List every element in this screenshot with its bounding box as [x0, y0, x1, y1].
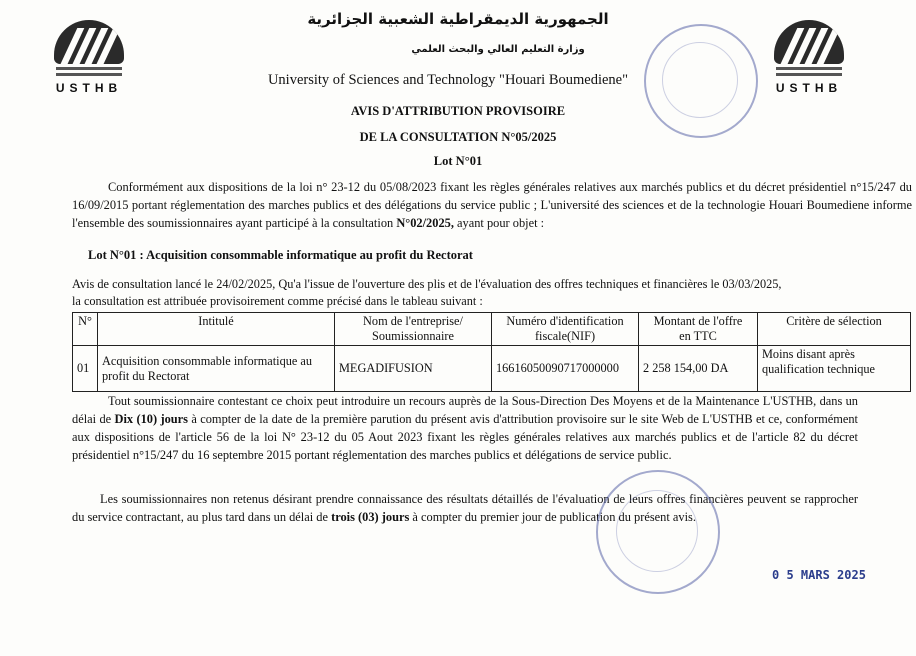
consultation-ref: N°02/2025, [396, 216, 454, 230]
logo-text: USTHB [775, 81, 843, 95]
col-montant: Montant de l'offre en TTC [639, 313, 758, 346]
col-num: N° [73, 313, 98, 346]
col-intitule: Intitulé [98, 313, 335, 346]
cell-num: 01 [73, 346, 98, 392]
col-entreprise: Nom de l'entreprise/ Soumissionnaire [335, 313, 492, 346]
consultation-number: DE LA CONSULTATION N°05/2025 [359, 130, 557, 144]
non-retenus-paragraph: Les soumissionnaires non retenus désirant prendre connaissance des résultats détaillés de l'évaluation de leurs offres financières peuvent se rapprocher du service contractant, au plus tard dans un délai de trois (03) jours à compter du premier jour de publication du présent avis. [72, 492, 858, 524]
recours-delay: Dix (10) jours [114, 412, 189, 426]
cell-critere: Moins disant après qualification technique [758, 346, 911, 392]
cell-entreprise: MEGADIFUSION [335, 346, 492, 392]
avis-line-2: la consultation est attribuée provisoirement comme précisé dans le tableau suivant : [72, 294, 483, 308]
university-name: University of Sciences and Technology "Houari Boumediene" [267, 72, 629, 88]
cell-montant: 2 258 154,00 DA [639, 346, 758, 392]
attribution-table [72, 312, 911, 392]
lot-heading: Lot N°01 : Acquisition consommable informatique au profit du Rectorat [88, 248, 473, 262]
arabic-republic-title: الجمهورية الديمقراطية الشعبية الجزائرية [307, 10, 609, 28]
non-retenus-delay: trois (03) jours [331, 510, 410, 524]
intro-paragraph: Conformément aux dispositions de la loi n° 23-12 du 05/08/2023 fixant les règles générales relatives aux marchés publics et du décret présidentiel n°15/247 du 16/09/2015 portant réglementation des marches publics et des délégations du service public ; L'université des sciences et de la technologie Houari Boumediene informe l'ensemble des soumissionnaires ayant participé à la consultation N°02/2025, ayant pour objet : [72, 180, 912, 230]
logo-text: USTHB [55, 81, 123, 95]
date-stamp: 0 5 MARS 2025 [772, 568, 866, 582]
table-row [73, 346, 911, 392]
recours-paragraph: Tout soumissionnaire contestant ce choix peut introduire un recours auprès de la Sous-Direction Des Moyens et de la Maintenance L'USTHB, dans un délai de Dix (10) jours à compter de la date de la première parution du présent avis d'attribution provisoire sur le site Web de L'USTHB et ce, conformément aux dispositions de l'article 56 de la loi N° 23-12 du 05 Aout 2023 fixant les règles générales relatives aux marchés publics et de l'article 82 du décret présidentiel n°15/247 du 16 septembre 2015 portant réglementation des marches publics et délégations de service public. [72, 394, 858, 462]
cell-intitule: Acquisition consommable informatique au profit du Rectorat [98, 346, 335, 392]
arabic-ministry-title: وزارة التعليم العالي والبحث العلمي [411, 44, 585, 55]
cell-nif: 16616050090717000000 [492, 346, 639, 392]
table-header-row [73, 313, 911, 346]
lot-number: Lot N°01 [433, 154, 483, 168]
col-critere: Critère de sélection [758, 313, 911, 346]
notice-title: AVIS D'ATTRIBUTION PROVISOIRE [350, 104, 566, 118]
official-seal-stamp-bottom [596, 470, 720, 594]
col-nif: Numéro d'identification fiscale(NIF) [492, 313, 639, 346]
official-seal-stamp-top [644, 24, 758, 138]
avis-line-1: Avis de consultation lancé le 24/02/2025, Qu'a l'issue de l'ouverture des plis et de l'évaluation des offres techniques et financières le 03/03/2025, [72, 277, 782, 291]
